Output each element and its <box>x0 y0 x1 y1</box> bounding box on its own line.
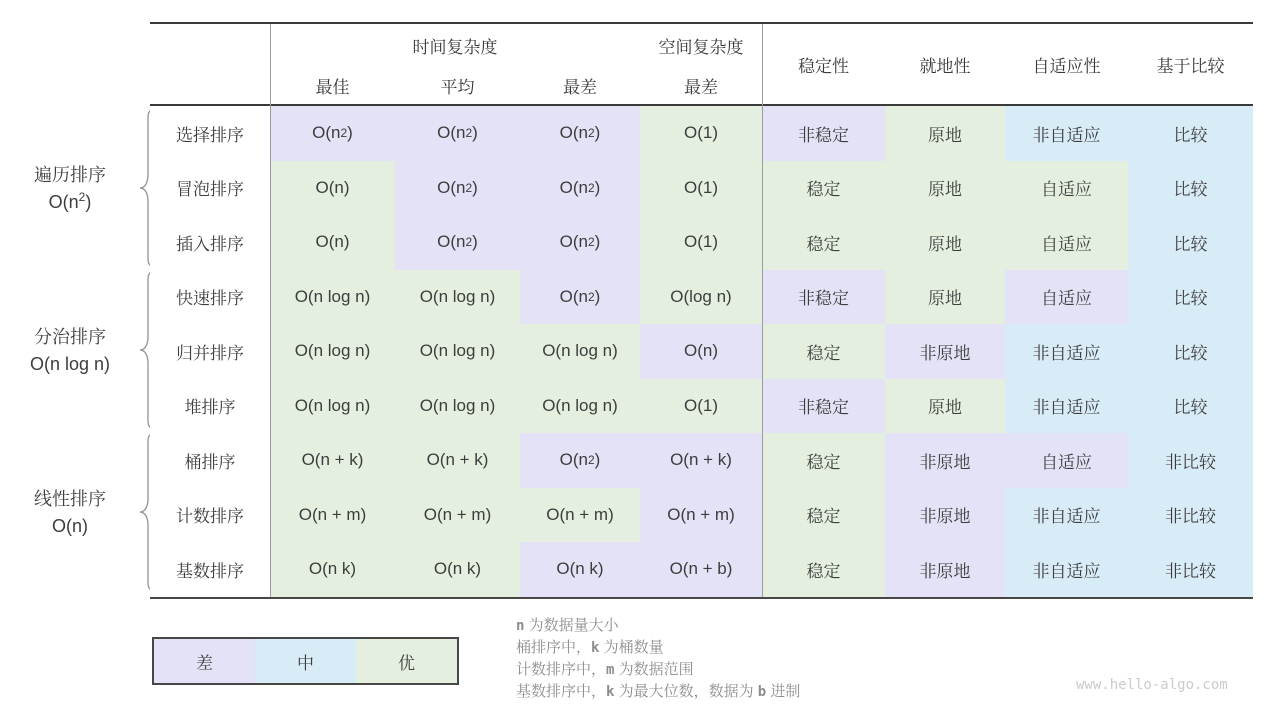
table-cell: 稳定 <box>762 324 885 379</box>
table-cell: O(n + m) <box>640 488 762 543</box>
table-cell: 非比较 <box>1128 433 1253 488</box>
header-spacer <box>150 24 270 104</box>
row-label: 选择排序 <box>150 106 270 161</box>
table-cell: 非原地 <box>885 542 1005 597</box>
table-cell: 非原地 <box>885 324 1005 379</box>
table-cell: O(n log n) <box>270 270 395 325</box>
table-cell: O(1) <box>640 106 762 161</box>
table-cell: 非自适应 <box>1005 324 1128 379</box>
table-cell: O(n + k) <box>640 433 762 488</box>
table-row <box>150 106 1253 161</box>
note-variable: m <box>606 662 615 678</box>
table-row <box>150 270 1253 325</box>
col-header-in-place: 就地性 <box>919 56 971 76</box>
table-cell: 原地 <box>885 106 1005 161</box>
table-cell: O(n + m) <box>520 488 640 543</box>
note-text: 进制 <box>766 683 801 700</box>
row-label: 计数排序 <box>150 488 270 543</box>
table-cell: 非自适应 <box>1005 488 1128 543</box>
table-row <box>150 433 1253 488</box>
group-label-divide-conquer <box>0 321 140 381</box>
table-cell: O(n 2 ) <box>520 433 640 488</box>
group-label-traversal <box>0 159 140 219</box>
table-cell: O(n 2 ) <box>270 106 395 161</box>
table-cell: O(n) <box>640 324 762 379</box>
table-row <box>150 379 1253 434</box>
row-label: 基数排序 <box>150 542 270 597</box>
table-cell: 比较 <box>1128 324 1253 379</box>
note-line <box>516 659 800 681</box>
note-text: 为最大位数，数据为 <box>614 683 758 700</box>
watermark: www.hello-algo.com <box>1076 677 1228 693</box>
table-cell: 非稳定 <box>762 270 885 325</box>
note-text: 为桶数量 <box>599 639 664 656</box>
group-label-line1: 线性排序 <box>34 489 106 509</box>
table-row <box>150 488 1253 543</box>
table-cell: O(n log n) <box>395 324 520 379</box>
table-header <box>150 24 1253 106</box>
table-cell: O(n k) <box>520 542 640 597</box>
table-cell: 比较 <box>1128 161 1253 216</box>
notes <box>516 615 800 703</box>
table-cell: 稳定 <box>762 433 885 488</box>
table-cell: 比较 <box>1128 379 1253 434</box>
table-cell: O(log n) <box>640 270 762 325</box>
row-label: 桶排序 <box>150 433 270 488</box>
table-cell: O(n) <box>270 161 395 216</box>
table-cell: O(n 2 ) <box>520 106 640 161</box>
row-label: 插入排序 <box>150 215 270 270</box>
table-cell: 原地 <box>885 270 1005 325</box>
note-text: 为数据范围 <box>614 661 694 678</box>
row-label: 堆排序 <box>150 379 270 434</box>
table-cell: O(n 2 ) <box>395 215 520 270</box>
table-cell: 稳定 <box>762 488 885 543</box>
col-header-comparison: 基于比较 <box>1156 56 1225 76</box>
table-cell: 自适应 <box>1005 215 1128 270</box>
table-cell: 原地 <box>885 379 1005 434</box>
table-cell: O(n k) <box>395 542 520 597</box>
table-cell: 稳定 <box>762 542 885 597</box>
group-label-line2: $O(n^2)$ <box>48 190 92 212</box>
column-divider <box>762 24 763 597</box>
table-cell: O(n log n) <box>520 379 640 434</box>
col-header-stability: 稳定性 <box>798 56 849 76</box>
group-label-line1: 遍历排序 <box>34 165 106 185</box>
table-cell: 比较 <box>1128 106 1253 161</box>
table-cell: 非比较 <box>1128 488 1253 543</box>
col-header-space-complexity: 空间复杂度 <box>658 37 744 57</box>
table-cell: O(n) <box>270 215 395 270</box>
table-cell: 原地 <box>885 161 1005 216</box>
row-label: 快速排序 <box>150 270 270 325</box>
note-variable: k <box>591 640 600 656</box>
note-variable: k <box>606 684 615 700</box>
note-text: 基数排序中， <box>516 683 607 700</box>
col-header-time-complexity: 时间复杂度 <box>412 37 498 57</box>
table-cell: 非原地 <box>885 488 1005 543</box>
legend-item-good: 优 <box>356 639 457 683</box>
table-cell: O(1) <box>640 215 762 270</box>
col-header-space-worst: 最差 <box>684 77 718 97</box>
col-header-average: 平均 <box>440 77 475 97</box>
table-cell: 稳定 <box>762 161 885 216</box>
table-cell: O(n 2 ) <box>395 106 520 161</box>
table-cell: O(n k) <box>270 542 395 597</box>
table-cell: O(n log n) <box>270 324 395 379</box>
col-header-worst: 最差 <box>563 77 597 97</box>
group-label-line2: O(n) <box>52 516 88 536</box>
row-label: 冒泡排序 <box>150 161 270 216</box>
note-variable: b <box>757 684 767 700</box>
table-cell: 非稳定 <box>762 379 885 434</box>
table-cell: O(n log n) <box>270 379 395 434</box>
table-cell: O(n 2 ) <box>395 161 520 216</box>
column-divider <box>270 24 271 597</box>
note-variable: n <box>516 618 525 634</box>
row-label: 归并排序 <box>150 324 270 379</box>
table-cell: 非比较 <box>1128 542 1253 597</box>
table-cell: 原地 <box>885 215 1005 270</box>
table-cell: O(n 2 ) <box>520 161 640 216</box>
note-line <box>516 637 800 659</box>
legend-item-mid: 中 <box>255 639 356 683</box>
comparison-table <box>150 22 1253 599</box>
table-cell: O(n + m) <box>395 488 520 543</box>
group-label-line1: 分治排序 <box>34 327 106 347</box>
table-cell: O(1) <box>640 161 762 216</box>
table-cell: 稳定 <box>762 215 885 270</box>
table-cell: 非稳定 <box>762 106 885 161</box>
table-row <box>150 161 1253 216</box>
note-text: 计数排序中， <box>516 661 607 678</box>
note-text: 桶排序中， <box>516 639 592 656</box>
table-cell: O(n log n) <box>520 324 640 379</box>
table-cell: 非原地 <box>885 433 1005 488</box>
table-body <box>150 106 1253 599</box>
table-cell: O(n log n) <box>395 379 520 434</box>
table-cell: 自适应 <box>1005 433 1128 488</box>
table-cell: O(n + m) <box>270 488 395 543</box>
table-cell: O(n + b) <box>640 542 762 597</box>
note-line <box>516 615 800 637</box>
group-label-line2: O(n log n) <box>29 354 111 374</box>
table-cell: O(n 2 ) <box>520 215 640 270</box>
note-line <box>516 681 800 703</box>
table-cell: 非自适应 <box>1005 542 1128 597</box>
table-cell: O(n log n) <box>395 270 520 325</box>
table-cell: O(n + k) <box>395 433 520 488</box>
col-header-adaptability: 自适应性 <box>1032 56 1101 76</box>
table-cell: 自适应 <box>1005 270 1128 325</box>
table-cell: O(n 2 ) <box>520 270 640 325</box>
group-label-linear <box>0 483 140 543</box>
table-row <box>150 215 1253 270</box>
table-row <box>150 542 1253 597</box>
table-cell: 比较 <box>1128 215 1253 270</box>
legend-item-bad: 差 <box>154 639 255 683</box>
legend <box>152 637 459 685</box>
table-cell: 非自适应 <box>1005 106 1128 161</box>
note-text: 为数据量大小 <box>524 617 619 634</box>
table-cell: O(n + k) <box>270 433 395 488</box>
col-header-best: 最佳 <box>315 77 350 97</box>
table-cell: O(1) <box>640 379 762 434</box>
table-cell: 非自适应 <box>1005 379 1128 434</box>
table-cell: 比较 <box>1128 270 1253 325</box>
table-cell: 自适应 <box>1005 161 1128 216</box>
table-row <box>150 324 1253 379</box>
